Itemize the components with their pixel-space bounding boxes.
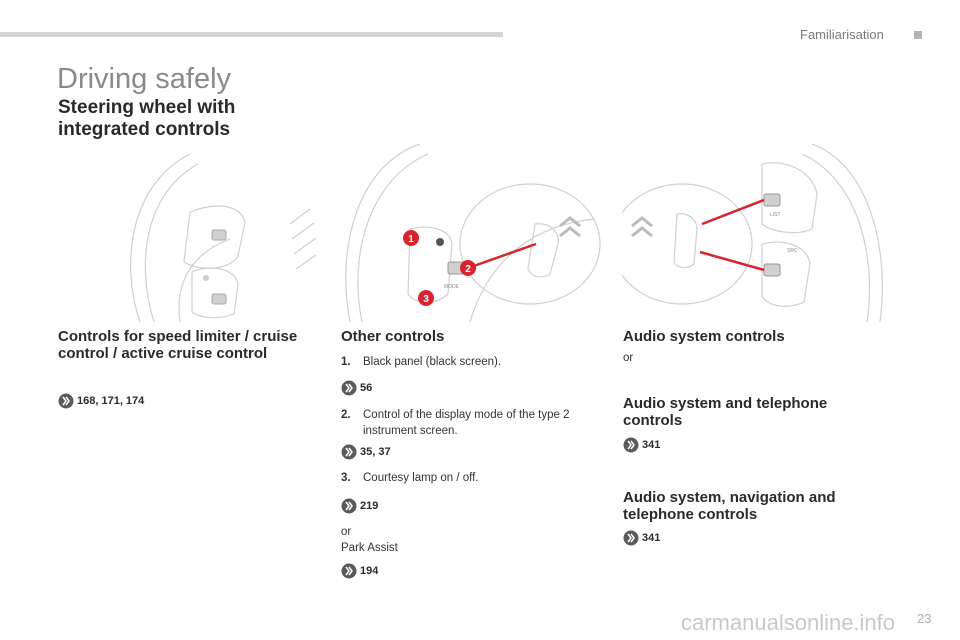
item-text: Black panel (black screen).	[363, 356, 502, 368]
page-reference-icon	[58, 393, 74, 409]
page-reference-icon	[623, 530, 639, 546]
other-controls-illustration	[340, 144, 602, 322]
item-text: Courtesy lamp on / off.	[363, 472, 479, 484]
callout-1-label: 1	[408, 234, 414, 245]
park-assist-ref[interactable]	[341, 563, 378, 579]
audio-navigation-ref[interactable]	[623, 530, 660, 546]
audio-controls-illustration	[622, 144, 884, 322]
list-button-label: LIST	[770, 212, 781, 218]
audio-or-text: or	[623, 352, 634, 364]
audio-telephone-ref-pages: 341	[642, 439, 661, 451]
speed-control-illustration	[120, 144, 320, 322]
audio-navigation-ref-pages: 341	[642, 532, 661, 544]
audio-navigation-heading: Audio system, navigation and telephone controls	[623, 489, 836, 523]
callout-3-label: 3	[423, 294, 429, 305]
item-number: 2.	[341, 409, 351, 421]
sub-heading: Steering wheel with integrated controls	[58, 97, 236, 140]
item-number: 1.	[341, 356, 351, 368]
watermark: carmanualsonline.info	[681, 610, 896, 635]
speed-limiter-ref-pages: 168, 171, 174	[77, 395, 145, 407]
other-control-ref-2-pages: 35, 37	[360, 446, 391, 458]
other-controls-heading: Other controls	[341, 328, 445, 345]
page-reference-icon	[341, 444, 357, 460]
page-reference-icon	[341, 498, 357, 514]
other-control-ref-1[interactable]	[341, 380, 372, 396]
item-text: Control of the display mode of the type 2 instrument screen.	[363, 409, 570, 437]
other-control-ref-3-pages: 219	[360, 500, 379, 512]
or-text: or	[341, 526, 352, 538]
section-title: Familiarisation	[800, 27, 884, 42]
other-control-ref-2[interactable]	[341, 444, 391, 460]
page-reference-icon	[623, 437, 639, 453]
other-control-item-3	[341, 470, 591, 486]
page-reference-icon	[341, 563, 357, 579]
speed-limiter-heading: Controls for speed limiter / cruise control / active cruise control	[58, 328, 298, 362]
page-number: 23	[917, 611, 932, 626]
other-control-ref-3[interactable]	[341, 498, 378, 514]
park-assist-ref-pages: 194	[360, 565, 379, 577]
audio-telephone-heading: Audio system and telephone controls	[623, 395, 828, 429]
page-heading: Driving safely	[57, 63, 232, 95]
other-control-item-2	[341, 407, 591, 439]
speed-limiter-ref[interactable]	[58, 393, 144, 409]
mode-button-label: MODE	[444, 284, 459, 290]
audio-system-heading: Audio system controls	[623, 328, 785, 345]
page-reference-icon	[341, 380, 357, 396]
park-assist-label: Park Assist	[341, 542, 398, 554]
src-button-label: SRC	[787, 248, 798, 254]
other-control-ref-1-pages: 56	[360, 382, 373, 394]
other-control-item-1	[341, 354, 591, 370]
callout-2-label: 2	[465, 264, 471, 275]
section-marker	[914, 31, 922, 39]
header-rule	[0, 32, 503, 37]
audio-telephone-ref[interactable]	[623, 437, 660, 453]
item-number: 3.	[341, 472, 351, 484]
